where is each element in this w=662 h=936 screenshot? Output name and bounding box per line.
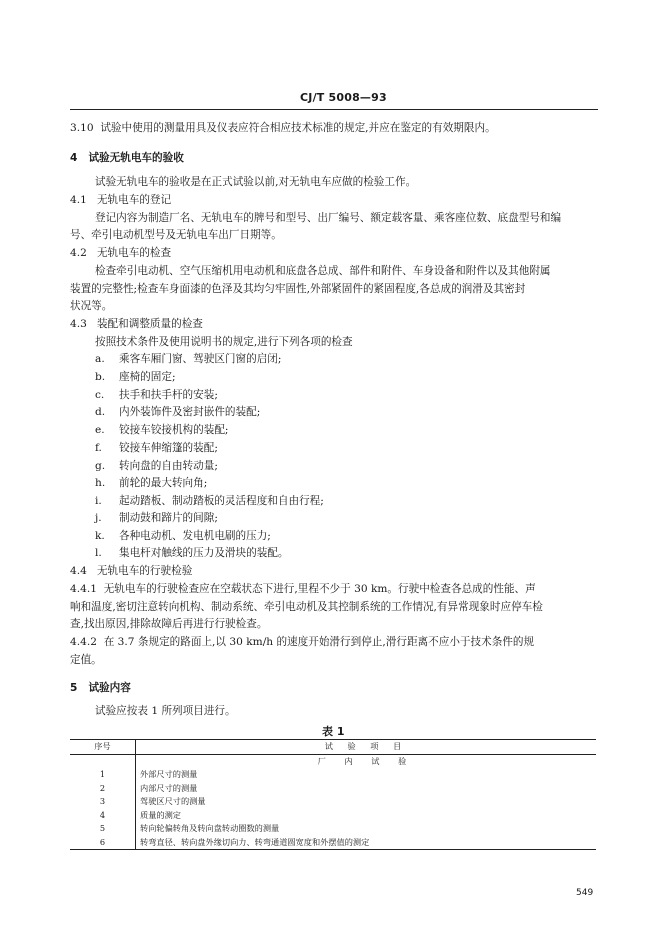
- clause-4-4-1-line: 查,找出原因,排除故障后再进行行驶检查。: [70, 618, 268, 630]
- list-item: b. 座椅的固定;: [95, 371, 176, 383]
- clause-4-3-intro: 按照技术条件及使用说明书的规定,进行下列各项的检查: [95, 336, 353, 348]
- list-item: h. 前轮的最大转向角;: [95, 477, 208, 489]
- clause-4-4-2-line: 定值。: [70, 654, 102, 666]
- clause-4-2-line: 状况等。: [70, 300, 113, 312]
- table-header-row: [70, 740, 596, 755]
- clause-4-2-line: 装置的完整性;检查车身面漆的色泽及其均匀牢固性,外部紧固件的紧固程度,各总成的润滑及其密封: [70, 283, 526, 295]
- list-item: g. 转向盘的自由转动量;: [95, 460, 218, 472]
- clause-4-2-heading: 4.2 无轨电车的检查: [70, 247, 172, 259]
- clause-4-3-heading: 4.3 装配和调整质量的检查: [70, 318, 203, 330]
- table-caption: 表 1: [322, 725, 345, 738]
- table-subheader-row: [70, 754, 596, 768]
- section-4-intro: 试验无轨电车的验收是在正式试验以前,对无轨电车应做的检验工作。: [95, 176, 417, 188]
- list-item: j. 制动鼓和蹄片的间隙;: [95, 512, 218, 524]
- table-row: 5 转向轮偏转角及转向盘转动圈数的测量: [70, 822, 596, 836]
- table-row: 2 内部尺寸的测量: [70, 782, 596, 796]
- clause-4-1-heading: 4.1 无轨电车的登记: [70, 194, 172, 206]
- table-row: 3 驾驶区尺寸的测量: [70, 795, 596, 809]
- clause-4-4-heading: 4.4 无轨电车的行驶检验: [70, 565, 193, 577]
- clause-4-1-line: 登记内容为制造厂名、无轨电车的牌号和型号、出厂编号、额定载客量、乘客座位数、底盘型号和编: [95, 212, 562, 224]
- list-item: f. 铰接车伸缩篷的装配;: [95, 442, 218, 454]
- clause-4-4-2-line: 4.4.2 在 3.7 条规定的路面上,以 30 km/h 的速度开始滑行到停止,滑行距离不应小于技术条件的规: [70, 636, 535, 648]
- clause-4-4-1-line: 响和温度,密切注意转向机构、制动系统、牵引电动机及其控制系统的工作情况,有异常现象时应停车检: [70, 601, 543, 613]
- list-item: d. 内外装饰件及密封嵌件的装配;: [95, 406, 261, 418]
- clause-4-2-line: 检查牵引电动机、空气压缩机用电动机和底盘各总成、部件和附件、车身设备和附件以及其他附属: [95, 265, 551, 277]
- page-number: 549: [576, 888, 594, 898]
- clause-3-10: [70, 121, 496, 135]
- column-header-number: 序号: [70, 740, 136, 755]
- clause-number: 3.10: [70, 122, 94, 134]
- clause-text: 试验中使用的测量用具及仪表应符合相应技术标准的规定,并应在鉴定的有效期限内。: [100, 122, 496, 134]
- standard-header: CJ/T 5008—93: [300, 91, 387, 104]
- subheader-in-factory: 厂 内 试 验: [317, 755, 415, 766]
- list-item: i. 起动踏板、制动踏板的灵活程度和自由行程;: [95, 495, 324, 507]
- list-item: e. 铰接车铰接机构的装配;: [95, 424, 229, 436]
- table-row: 1 外部尺寸的测量: [70, 768, 596, 782]
- clause-4-4-1-line: 4.4.1 无轨电车的行驶检查应在空载状态下进行,里程不少于 30 km。行驶中检查各总成的性能、声: [70, 583, 536, 595]
- table-row: 6 转弯直径、转向盘外缘切向力、转弯通道圆宽度和外摆值的测定: [70, 836, 596, 850]
- column-header-item: 试 验 项 目: [136, 740, 597, 755]
- list-item: k. 各种电动机、发电机电刷的压力;: [95, 530, 271, 542]
- list-item: c. 扶手和扶手杆的安装;: [95, 389, 218, 401]
- table-row: 4 质量的测定: [70, 809, 596, 823]
- clause-4-1-line: 号、牵引电动机型号及无轨电车出厂日期等。: [70, 229, 282, 241]
- section-4-heading: 4 试验无轨电车的验收: [70, 152, 184, 164]
- section-5-intro: 试验应按表 1 所列项目进行。: [95, 705, 236, 717]
- section-5-heading: 5 试验内容: [70, 682, 131, 694]
- test-items-table: [70, 739, 596, 850]
- list-item: l. 集电杆对触线的压力及滑块的装配。: [95, 547, 289, 559]
- header-rule: [70, 109, 598, 110]
- list-item: a. 乘客车厢门窗、驾驶区门窗的启闭;: [95, 353, 282, 365]
